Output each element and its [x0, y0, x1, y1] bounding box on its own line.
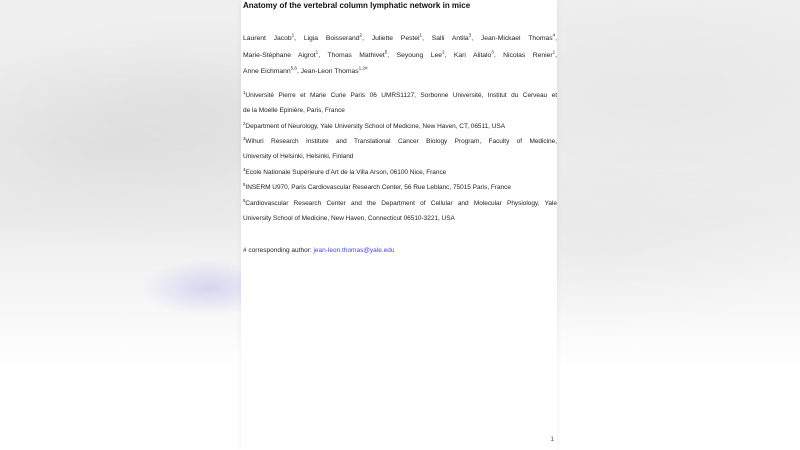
affiliation-line: $^3$Wihuri Research Institute and Translational Cancer Biology Program, Faculty of Medicine,	[243, 136, 557, 146]
corresponding-author-label: # corresponding author:	[243, 247, 314, 254]
author-line: Laurent Jacob$^1$, Ligia Boisserand$^2$, Juliette Pestel$^1$, Salli Antila$^3$, Jean-Mickael Thomas$^4$,	[243, 32, 557, 42]
affiliation	[243, 134, 557, 164]
pdf-page	[241, 0, 557, 450]
affiliation-line: University of Helsinki, Helsinki, Finland	[243, 153, 354, 161]
author-line: Marie-Stéphane Aigrot$^1$, Thomas Mathivet$^5$, Seyoung Lee$^2$, Kari Alitalo$^3$, Nicolas Renier$^1$,	[243, 49, 557, 59]
affiliation	[243, 88, 557, 118]
affiliation	[243, 180, 557, 195]
author-list	[243, 31, 557, 81]
affiliation-line: $^6$Cardiovascular Research Center and the Department of Cellular and Molecular Physiology, Yale	[243, 197, 557, 207]
affiliation-line: de la Moelle Epinière, Paris, France	[243, 107, 345, 114]
affiliation-line: University School of Medicine, New Haven, Connecticut 06510-3221, USA	[243, 214, 455, 222]
affiliation-line: $^5$INSERM U970, Paris Cardiovascular Research Center, 56 Rue Leblanc, 75015 Paris, France	[243, 182, 511, 192]
affiliation-line: $^2$Department of Neurology, Yale University School of Medicine, New Haven, CT, 06511, USA	[243, 120, 506, 130]
affiliation	[243, 196, 557, 226]
corresponding-author-line	[243, 243, 557, 258]
affiliation-line: $^1$Université Pierre et Marie Curie Paris 06 UMRS1127, Sorbonne Université, Institut du Cerveau et	[243, 89, 557, 99]
author-line: Anne Eichmann$^{5,6}$, Jean-Leon Thomas$^{1,2\#}$	[243, 65, 368, 75]
affiliation-list	[243, 88, 557, 227]
page-number: 1	[550, 436, 554, 443]
affiliation	[243, 165, 557, 180]
corresponding-author-email[interactable]: jean-leon.thomas@yale.edu	[313, 247, 395, 254]
affiliation-line: $^4$Ecole Nationale Supérieure d’Art de la Villa Arson, 06100 Nice, France	[243, 166, 447, 176]
paper-title: Anatomy of the vertebral column lymphatic network in mice	[243, 1, 471, 10]
affiliation	[243, 119, 557, 134]
